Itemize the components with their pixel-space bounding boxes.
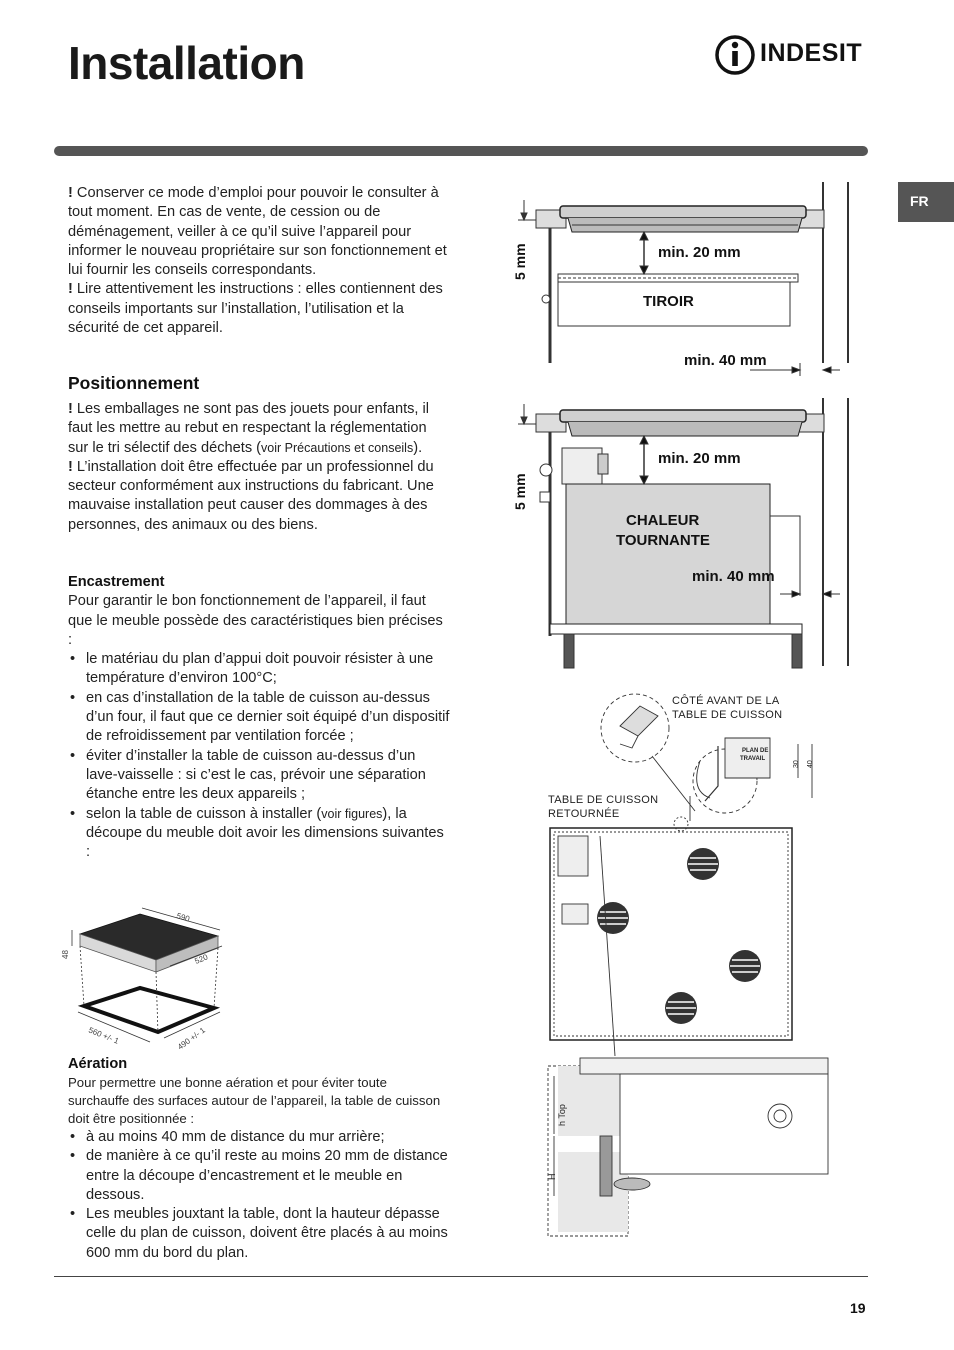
list-item: • à au moins 40 mm de distance du mur arrière; [68, 1128, 450, 1147]
cross-reference-link[interactable]: voir Précautions et conseils [261, 440, 414, 455]
upside-down-hob-diagram [540, 686, 830, 1246]
encastrement-intro: Pour garantir le bon fonctionnement de l’appareil, il faut que le meuble possède des caractéristiques bien précises : [68, 593, 443, 648]
list-item [68, 805, 450, 863]
drawer-installation-diagram [510, 180, 860, 380]
warning-mark: ! [68, 401, 73, 417]
section-heading-positionnement: Positionnement [68, 373, 200, 393]
aeration-list [68, 1128, 450, 1263]
intro-paragraph-1 [68, 184, 448, 280]
cote-avant-line-1: CÔTÉ AVANT DE LA [672, 695, 780, 707]
list-item: • le matériau du plan d’appui doit pouvoir résister à une température d’environ 100°C; [68, 650, 450, 689]
positionnement-text [68, 400, 450, 535]
figures-link[interactable]: voir figures [321, 806, 383, 821]
chaleur-label: CHALEUR [626, 512, 700, 529]
page-number: 19 [850, 1300, 866, 1316]
h-label: H [547, 1173, 557, 1180]
intro-text [68, 184, 448, 338]
intro-p2-text: Lire attentivement les instructions : elles contiennent des conseils importants sur l’installation, l’utilisation et la sécurité de cet appareil. [68, 281, 443, 337]
min-20-label-2: min. 20 mm [658, 450, 741, 467]
five-mm-label-1: 5 mm [512, 243, 528, 280]
encastrement-section [68, 573, 450, 862]
indesit-logo [714, 32, 874, 78]
cote-avant-line-2: TABLE DE CUISSON [672, 709, 783, 721]
positionnement-paragraph-2 [68, 458, 450, 535]
aeration-intro: Pour permettre une bonne aération et pour éviter toute surchauffe des surfaces autour de l’appareil, la table de cuisson doit être positionnée : [68, 1075, 441, 1126]
h-top-label: h Top [557, 1104, 567, 1126]
dim-490: 490 +/- 1 [175, 1025, 207, 1052]
positionnement-paragraph-1 [68, 400, 450, 458]
footer-rule [54, 1276, 868, 1277]
table-line-2: RETOURNÉE [548, 808, 620, 820]
positionnement-p1-end: ). [413, 439, 423, 456]
dim-30: 30 [793, 760, 800, 768]
list-item: • Les meubles jouxtant la table, dont la hauteur dépasse celle du plan de cuisson, doivent être placés à au moins 600 mm du bord du plan. [68, 1205, 450, 1263]
plan-label-2: TRAVAIL [740, 756, 766, 762]
min-20-label-1: min. 20 mm [658, 244, 741, 261]
bullet4-text-a: selon la table de cuisson à installer ( [86, 805, 322, 822]
plan-label-1: PLAN DE [742, 748, 769, 754]
dim-520: 520 [193, 952, 210, 966]
encastrement-list [68, 650, 450, 862]
dim-40: 40 [807, 760, 814, 768]
subheading-encastrement: Encastrement [68, 574, 165, 590]
positionnement-p1-text: Les emballages ne sont pas des jouets pour enfants, il faut les mettre au rebut en respectant la réglementation sur le tri sélectif des déchets ( [68, 401, 430, 456]
page-title: Installation [68, 37, 305, 89]
list-item: • éviter d’installer la table de cuisson au-dessus d’un lave-vaisselle : si c’est le cas, prévoir une séparation étanche entre les deux appareils ; [68, 747, 450, 805]
brand-name: INDESIT [760, 39, 863, 67]
bullet4-text-b: ), la découpe du meuble doit avoir les dimensions suivantes : [86, 805, 444, 861]
warning-mark: ! [68, 281, 73, 298]
min-40-label-2: min. 40 mm [692, 568, 775, 585]
dim-590: 590 [175, 911, 191, 924]
min-40-label-1: min. 40 mm [684, 352, 767, 369]
warning-mark: ! [68, 458, 73, 475]
subheading-aeration: Aération [68, 1056, 128, 1072]
cutout-dimensions-figure [60, 902, 250, 1057]
positionnement-p2-text: L’installation doit être effectuée par un professionnel du secteur conformément aux instructions du fabricant. Une mauvaise installation peut causer des dommages à des personnes, des animaux ou des biens. [68, 458, 434, 533]
table-line-1: TABLE DE CUISSON [548, 794, 659, 806]
dim-560: 560 +/- 1 [87, 1025, 121, 1046]
intro-paragraph-2 [68, 280, 448, 338]
table-retournee-label [548, 793, 658, 821]
dim-48: 48 [61, 950, 70, 959]
warning-mark: ! [68, 185, 73, 201]
language-tab: FR [898, 182, 954, 222]
list-item: • en cas d’installation de la table de cuisson au-dessus d’un four, il faut que ce dernier soit équipé d’un dispositif de refroidissement par ventilation forcée ; [68, 689, 450, 747]
list-item: • de manière à ce qu’il reste au moins 20 mm de distance entre la découpe d’encastrement et le meuble en dessous. [68, 1147, 450, 1205]
cote-avant-label [672, 694, 782, 722]
aeration-section [68, 1055, 450, 1263]
indesit-logo-icon [714, 32, 758, 78]
intro-p1-text: Conserver ce mode d’emploi pour pouvoir le consulter à tout moment. En cas de vente, de cession ou de déménagement, veiller à ce qu’il suive l’appareil pour informer le nouveau propriétaire sur son fonctionnement et lui fournir les conseils correspondants. [68, 185, 447, 279]
header-rule [54, 146, 868, 156]
tournante-label: TOURNANTE [616, 532, 710, 549]
five-mm-label-2: 5 mm [512, 473, 528, 510]
tiroir-label: TIROIR [643, 293, 694, 310]
